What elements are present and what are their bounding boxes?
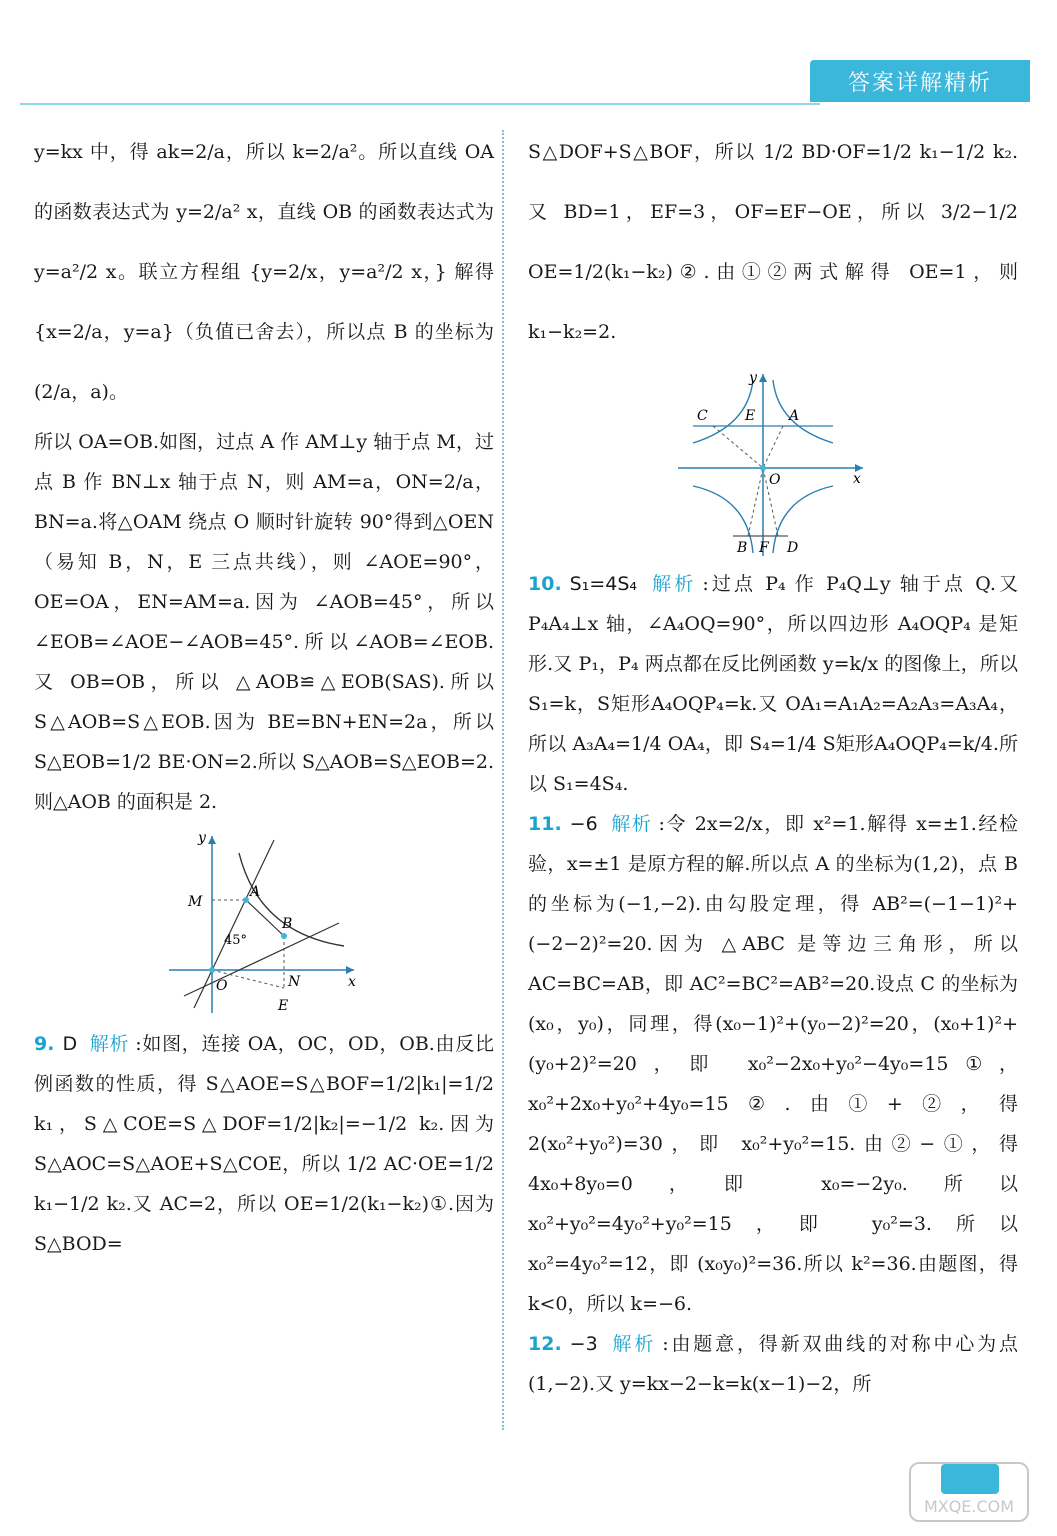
fig1-label-e: E xyxy=(278,998,289,1014)
line-ob xyxy=(748,468,763,536)
fig2-label-c: C xyxy=(697,408,708,424)
point-b xyxy=(281,933,287,939)
fig1-label-m: M xyxy=(188,894,203,910)
origin-point xyxy=(760,465,766,471)
x-axis-arrow xyxy=(346,966,354,974)
analysis-tag: 解析 xyxy=(609,813,653,835)
fig1-angle-label: 45° xyxy=(224,933,248,948)
answer-value: S₁=4S₄ xyxy=(569,573,638,595)
header-section-tab: 答案详解精析 xyxy=(810,60,1030,102)
fig2-label-o: O xyxy=(769,472,781,488)
origin-point xyxy=(209,967,215,973)
fig2-label-d: D xyxy=(787,540,799,556)
fig2-label-b: B xyxy=(737,540,748,556)
answer-value: D xyxy=(62,1033,78,1055)
answer-value: −3 xyxy=(569,1333,598,1355)
question-12-answer xyxy=(528,1324,1018,1404)
question-10-answer xyxy=(528,564,1018,804)
y-axis-arrow xyxy=(208,836,216,844)
fig1-label-b: B xyxy=(282,916,293,932)
question-9-answer xyxy=(34,1024,494,1264)
fig1-label-a: A xyxy=(250,884,261,900)
analysis-tag: 解析 xyxy=(89,1033,130,1055)
figure-hyperbola-quadrants xyxy=(673,368,873,558)
point-a xyxy=(243,897,249,903)
line-oc xyxy=(713,426,763,468)
fig1-label-x: x xyxy=(348,974,356,990)
right-column xyxy=(528,122,1018,1404)
fig2-label-y: y xyxy=(749,370,757,386)
left-column xyxy=(34,122,494,1264)
question-11-answer xyxy=(528,804,1018,1324)
fig2-label-x: x xyxy=(853,471,861,487)
header-rule xyxy=(20,103,820,105)
fig2-label-f: F xyxy=(759,540,769,556)
question-number: 10. xyxy=(528,573,562,595)
line-oa xyxy=(194,840,274,1008)
fig2-label-a: A xyxy=(789,408,800,424)
fig2-label-e: E xyxy=(745,408,756,424)
fig1-label-n: N xyxy=(288,974,301,990)
analysis-text: :令 2x=2/x，即 x²=1.解得 x=±1.经检验，x=±1 是原方程的解.所以点 A 的坐标为(1,2)，点 B 的坐标为(−1,−2).由勾股定理，得 AB²=(−1−1)²+(−2−2)²=20.因为 △ABC 是等边三角形，所以 AC=BC=AB，即 AC²=BC²=AB²=20.设点 C 的坐标为(x₀，y₀)，同理，得(x₀−1)²+(y₀−2)²=20，(x₀+1)²+(y₀+2)²=20，即 x₀²−2x₀+y₀²−4y₀=15①，x₀²+2x₀+y₀²+4y₀=15②.由①+②，得 2(x₀²+y₀²)=30，即 x₀²+y₀²=15.由②−①，得 4x₀+8y₀=0，即 x₀=−2y₀.所以 x₀²+y₀²=4y₀²+y₀²=15，即 y₀²=3.所以 x₀²=4y₀²=12，即 (x₀y₀)²=36.所以 k²=36.由题图，得 k<0，所以 k=−6. xyxy=(528,813,1018,1315)
solution-continued-text: y=kx 中，得 ak=2/a，所以 k=2/a²。所以直线 OA 的函数表达式为 y=2/a² x，直线 OB 的函数表达式为 y=a²/2 x。联立方程组 {y=2/x，y=a²/2 x，} 解得 {x=2/a，y=a}（负值已舍去），所以点 B 的坐标为(2/a，a)。 xyxy=(34,141,494,403)
answer-value: −6 xyxy=(569,813,598,835)
curve-q1 xyxy=(773,380,833,443)
analysis-tag: 解析 xyxy=(609,1333,657,1355)
figure-triangle-aob xyxy=(164,828,364,1018)
question-number: 9. xyxy=(34,1033,55,1055)
watermark-logo: MXQE.COM xyxy=(909,1462,1029,1522)
fig1-label-o: O xyxy=(216,978,228,994)
analysis-text: :由题意，得新双曲线的对称中心为点(1,−2).又 y=kx−2−k=k(x−1)−2，所 xyxy=(528,1333,1018,1395)
column-divider xyxy=(502,130,504,1430)
solution-text: 所以 OA=OB.如图，过点 A 作 AM⊥y 轴于点 M，过点 B 作 BN⊥x 轴于点 N，则 AM=a，ON=2/a，BN=a.将△OAM 绕点 O 顺时针旋转 90°得到△OEN（易知 B，N，E 三点共线），则 ∠AOE=90°，OE=OA，EN=AM=a.因为 ∠AOB=45°，所以∠EOB=∠AOE−∠AOB=45°.所以∠AOB=∠EOB.又 OB=OB，所以 △AOB≌△EOB(SAS).所以 S△AOB=S△EOB.因为 BE=BN+EN=2a，所以 S△EOB=1/2 BE·ON=2.所以 S△AOB=S△EOB=2.则△AOB 的面积是 2. xyxy=(34,431,494,813)
y-axis-arrow xyxy=(759,374,767,382)
analysis-text: :如图，连接 OA，OC，OD，OB.由反比例函数的性质，得 S△AOE=S△BOF=1/2|k₁|=1/2 k₁，S△COE=S△DOF=1/2|k₂|=−1/2 k₂.因为 S△AOC=S△AOE+S△COE，所以 1/2 AC·OE=1/2 k₁−1/2 k₂.又 AC=2，所以 OE=1/2(k₁−k₂)①.因为 S△BOD= xyxy=(34,1033,494,1255)
analysis-text: :过点 P₄ 作 P₄Q⊥y 轴于点 Q.又 P₄A₄⊥x 轴，∠A₄OQ=90°，所以四边形 A₄OQP₄ 是矩形.又 P₁，P₄ 两点都在反比例函数 y=k/x 的图像上，所以 S₁=k，S矩形A₄OQP₄=k.又 OA₁=A₁A₂=A₂A₃=A₃A₄，所以 A₃A₄=1/4 OA₄，即 S₄=1/4 S矩形A₄OQP₄=k/4.所以 S₁=4S₄. xyxy=(528,573,1018,795)
solution-continued-text: S△DOF+S△BOF，所以 1/2 BD·OF=1/2 k₁−1/2 k₂.又 BD=1，EF=3，OF=EF−OE，所以 3/2−1/2 OE=1/2(k₁−k₂)②.由①②两式解得 OE=1，则 k₁−k₂=2. xyxy=(528,141,1018,343)
question-number: 12. xyxy=(528,1333,562,1355)
question-number: 11. xyxy=(528,813,562,835)
curve-q4 xyxy=(773,486,833,553)
line-ob xyxy=(184,923,339,996)
fig1-label-y: y xyxy=(198,830,206,846)
analysis-tag: 解析 xyxy=(649,573,697,595)
line-oa xyxy=(763,426,783,468)
